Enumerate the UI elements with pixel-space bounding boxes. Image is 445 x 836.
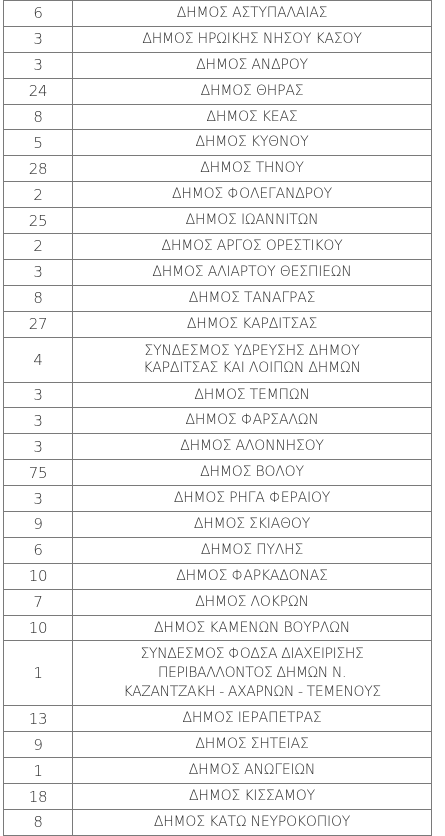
municipality-name-cell: ΔΗΜΟΣ ΑΛΟΝΝΗΣΟΥ: [73, 434, 432, 460]
municipality-name-cell: ΔΗΜΟΣ ΒΟΛΟΥ: [73, 460, 432, 486]
municipality-name-cell: ΔΗΜΟΣ ΚΑΜΕΝΩΝ ΒΟΥΡΛΩΝ: [73, 615, 432, 641]
table-row: [4, 382, 432, 408]
municipality-name-cell: ΔΗΜΟΣ ΡΗΓΑ ΦΕΡΑΙΟΥ: [73, 486, 432, 512]
table-row: [4, 182, 432, 208]
count-cell: 3: [4, 52, 73, 78]
table-row: [4, 810, 432, 836]
count-cell: 7: [4, 589, 73, 615]
count-cell: 6: [4, 1, 73, 27]
name-line: ΣΥΝΔΕΣΜΟΣ ΦΟΔΣΑ ΔΙΑΧΕΙΡΙΣΗΣ: [140, 645, 364, 662]
count-cell: 3: [4, 259, 73, 285]
table-row: [4, 1, 432, 27]
count-cell: 75: [4, 460, 73, 486]
count-cell: 9: [4, 732, 73, 758]
count-cell: 5: [4, 130, 73, 156]
municipality-name-cell: ΔΗΜΟΣ ΚΑΡΔΙΤΣΑΣ: [73, 311, 432, 337]
count-cell: 8: [4, 810, 73, 836]
table-row: [4, 537, 432, 563]
municipality-name-cell: ΔΗΜΟΣ ΙΩΑΝΝΙΤΩΝ: [73, 208, 432, 234]
table-row: [4, 784, 432, 810]
municipality-name-cell: ΔΗΜΟΣ ΣΗΤΕΙΑΣ: [73, 732, 432, 758]
table-row: [4, 104, 432, 130]
municipality-name-cell: ΔΗΜΟΣ ΤΗΝΟΥ: [73, 156, 432, 182]
count-cell: 8: [4, 104, 73, 130]
count-cell: 8: [4, 285, 73, 311]
count-cell: 9: [4, 512, 73, 538]
count-cell: 25: [4, 208, 73, 234]
count-cell: 24: [4, 78, 73, 104]
count-cell: 3: [4, 486, 73, 512]
municipality-name-cell: ΔΗΜΟΣ ΦΑΡΚΑΔΟΝΑΣ: [73, 563, 432, 589]
name-line: ΚΑΡΔΙΤΣΑΣ ΚΑΙ ΛΟΙΠΩΝ ΔΗΜΩΝ: [143, 359, 361, 376]
municipality-name-cell: ΔΗΜΟΣ ΤΑΝΑΓΡΑΣ: [73, 285, 432, 311]
table-row: [4, 259, 432, 285]
count-cell: 3: [4, 408, 73, 434]
municipality-name-cell: [73, 641, 432, 706]
municipality-name-cell: ΔΗΜΟΣ ΙΕΡΑΠΕΤΡΑΣ: [73, 706, 432, 732]
table-row: [4, 156, 432, 182]
count-cell: 4: [4, 337, 73, 382]
municipality-name-cell: ΔΗΜΟΣ ΦΑΡΣΑΛΩΝ: [73, 408, 432, 434]
municipality-name-cell: ΔΗΜΟΣ ΠΥΛΗΣ: [73, 537, 432, 563]
table-row: [4, 285, 432, 311]
table-row: [4, 486, 432, 512]
count-cell: 2: [4, 234, 73, 260]
table-row: [4, 408, 432, 434]
table-row: [4, 130, 432, 156]
table-row: [4, 732, 432, 758]
municipality-name-cell: ΔΗΜΟΣ ΤΕΜΠΩΝ: [73, 382, 432, 408]
name-line: ΣΥΝΔΕΣΜΟΣ ΥΔΡΕΥΣΗΣ ΔΗΜΟΥ: [144, 342, 360, 359]
count-cell: 3: [4, 434, 73, 460]
municipality-name-cell: [73, 337, 432, 382]
table-row: [4, 706, 432, 732]
municipality-name-cell: ΔΗΜΟΣ ΚΥΘΝΟΥ: [73, 130, 432, 156]
table-row: [4, 26, 432, 52]
municipality-name-cell: ΔΗΜΟΣ ΗΡΩΙΚΗΣ ΝΗΣΟΥ ΚΑΣΟΥ: [73, 26, 432, 52]
municipalities-table: [3, 0, 432, 836]
table-row: [4, 337, 432, 382]
municipality-name-cell: ΔΗΜΟΣ ΑΝΩΓΕΙΩΝ: [73, 758, 432, 784]
count-cell: 28: [4, 156, 73, 182]
table-row: [4, 311, 432, 337]
municipality-name-cell: ΔΗΜΟΣ ΑΝΔΡΟΥ: [73, 52, 432, 78]
table-row: [4, 460, 432, 486]
name-line: ΚΑΖΑΝΤΖΑΚΗ - ΑΧΑΡΝΩΝ - ΤΕΜΕΝΟΥΣ: [123, 683, 381, 700]
table-row: [4, 758, 432, 784]
municipality-name-cell: ΔΗΜΟΣ ΑΛΙΑΡΤΟΥ ΘΕΣΠΙΕΩΝ: [73, 259, 432, 285]
table-row: [4, 52, 432, 78]
table-row: [4, 234, 432, 260]
count-cell: 1: [4, 758, 73, 784]
count-cell: 18: [4, 784, 73, 810]
municipality-name-cell: ΔΗΜΟΣ ΚΑΤΩ ΝΕΥΡΟΚΟΠΙΟΥ: [73, 810, 432, 836]
count-cell: 1: [4, 641, 73, 706]
table-row: [4, 434, 432, 460]
municipality-name-cell: ΔΗΜΟΣ ΑΣΤΥΠΑΛΑΙΑΣ: [73, 1, 432, 27]
table-row: [4, 78, 432, 104]
municipality-name-cell: ΔΗΜΟΣ ΑΡΓΟΣ ΟΡΕΣΤΙΚΟΥ: [73, 234, 432, 260]
municipality-name-cell: ΔΗΜΟΣ ΚΕΑΣ: [73, 104, 432, 130]
count-cell: 2: [4, 182, 73, 208]
table-row: [4, 512, 432, 538]
municipality-name-cell: ΔΗΜΟΣ ΣΚΙΑΘΟΥ: [73, 512, 432, 538]
count-cell: 10: [4, 563, 73, 589]
count-cell: 3: [4, 26, 73, 52]
count-cell: 27: [4, 311, 73, 337]
count-cell: 13: [4, 706, 73, 732]
table-row: [4, 589, 432, 615]
count-cell: 6: [4, 537, 73, 563]
municipality-name-cell: ΔΗΜΟΣ ΚΙΣΣΑΜΟΥ: [73, 784, 432, 810]
table-row: [4, 208, 432, 234]
name-line: ΠΕΡΙΒΑΛΛΟΝΤΟΣ ΔΗΜΩΝ Ν.: [157, 664, 347, 681]
count-cell: 10: [4, 615, 73, 641]
count-cell: 3: [4, 382, 73, 408]
municipality-name-cell: ΔΗΜΟΣ ΛΟΚΡΩΝ: [73, 589, 432, 615]
table-row: [4, 641, 432, 706]
municipality-name-cell: ΔΗΜΟΣ ΘΗΡΑΣ: [73, 78, 432, 104]
table-row: [4, 563, 432, 589]
table-row: [4, 615, 432, 641]
municipality-name-cell: ΔΗΜΟΣ ΦΟΛΕΓΑΝΔΡΟΥ: [73, 182, 432, 208]
